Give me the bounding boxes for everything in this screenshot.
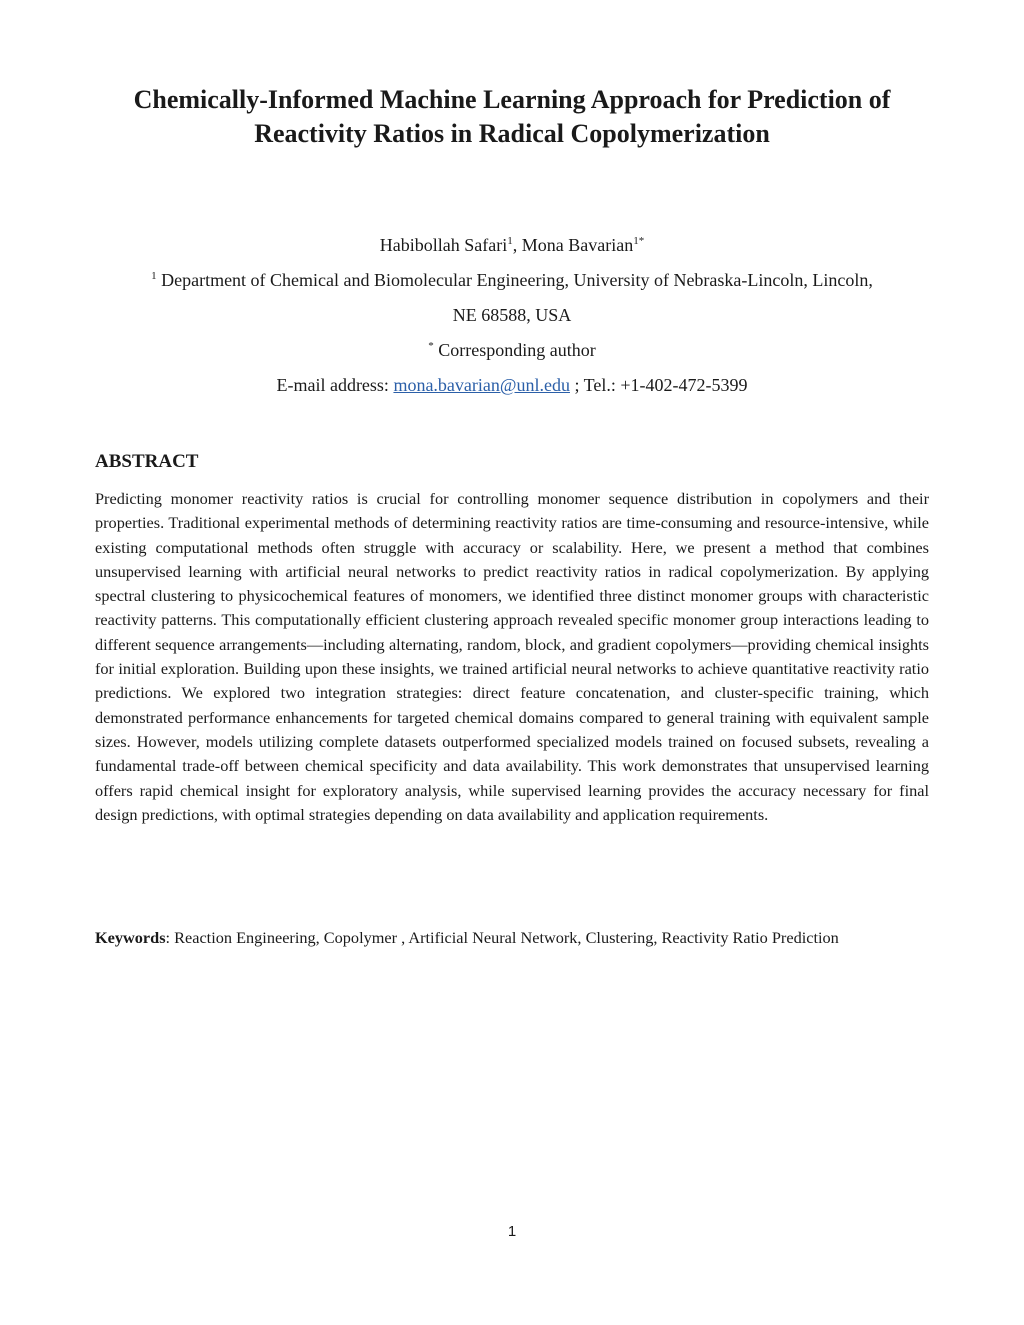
keywords-section [95, 926, 929, 950]
affiliation-mark: 1 [151, 270, 157, 282]
abstract-heading: ABSTRACT [95, 451, 199, 472]
affiliation-text: Department of Chemical and Biomolecular Engineering, University of Nebraska-Lincoln, Lincoln, [156, 270, 873, 290]
author-affiliation-mark: 1 [507, 235, 513, 247]
affiliation-line-1 [60, 268, 964, 292]
author-affiliation-mark: 1* [633, 235, 645, 247]
telephone-text: ; Tel.: +1-402-472-5399 [569, 375, 748, 395]
author-name: Habibollah Safari [379, 235, 508, 255]
author-name: Mona Bavarian [521, 235, 634, 255]
abstract-body: Predicting monomer reactivity ratios is crucial for controlling monomer sequence distribution in copolymers and their properties. Traditional experimental methods of determining reactivity ratios are time-consuming and resource-intensive, while existing computational methods often struggle with accuracy or scalability. Here, we present a method that combines unsupervised learning with artificial neural networks to predict reactivity ratios in radical copolymerization. By applying spectral clustering to physicochemical features of monomers, we identified three distinct monomer groups with characteristic reactivity patterns. This computationally efficient clustering approach revealed specific monomer group interactions leading to different sequence arrangements—including alternating, random, block, and gradient copolymers—providing chemical insights for initial exploration. Building upon these insights, we trained artificial neural networks to achieve quantitative reactivity ratio predictions. We explored two integration strategies: direct feature concatenation, and cluster-specific training, which demonstrated performance enhancements for targeted chemical domains compared to general training with equivalent sample sizes. However, models utilizing complete datasets outperformed specialized models trained on focused subsets, revealing a fundamental trade-off between chemical specificity and data availability. This work demonstrates that unsupervised learning offers rapid chemical insight for exploratory analysis, while supervised learning provides the accuracy necessary for final design predictions, with optimal strategies depending on data availability and application requirements. [95, 489, 929, 824]
paper-title-line-2: Reactivity Ratios in Radical Copolymerization [254, 119, 770, 148]
contact-line [60, 373, 964, 397]
corresponding-mark: * [428, 340, 434, 352]
paper-title-line-1: Chemically-Informed Machine Learning Approach for Prediction of [133, 85, 891, 114]
keywords-list: : Reaction Engineering, Copolymer , Artificial Neural Network, Clustering, Reactivity Ratio Prediction [165, 928, 839, 947]
email-label: E-mail address: [276, 375, 394, 395]
author-list [60, 233, 964, 257]
corresponding-author-note [60, 338, 964, 362]
corresponding-text: Corresponding author [433, 340, 596, 360]
email-link[interactable]: mona.bavarian@unl.edu [393, 375, 570, 395]
author-separator: , [512, 235, 522, 255]
page-number: 1 [507, 1223, 517, 1240]
paper-title [60, 83, 964, 151]
keywords-label: Keywords [95, 928, 166, 947]
affiliation-line-2: NE 68588, USA [452, 305, 572, 325]
